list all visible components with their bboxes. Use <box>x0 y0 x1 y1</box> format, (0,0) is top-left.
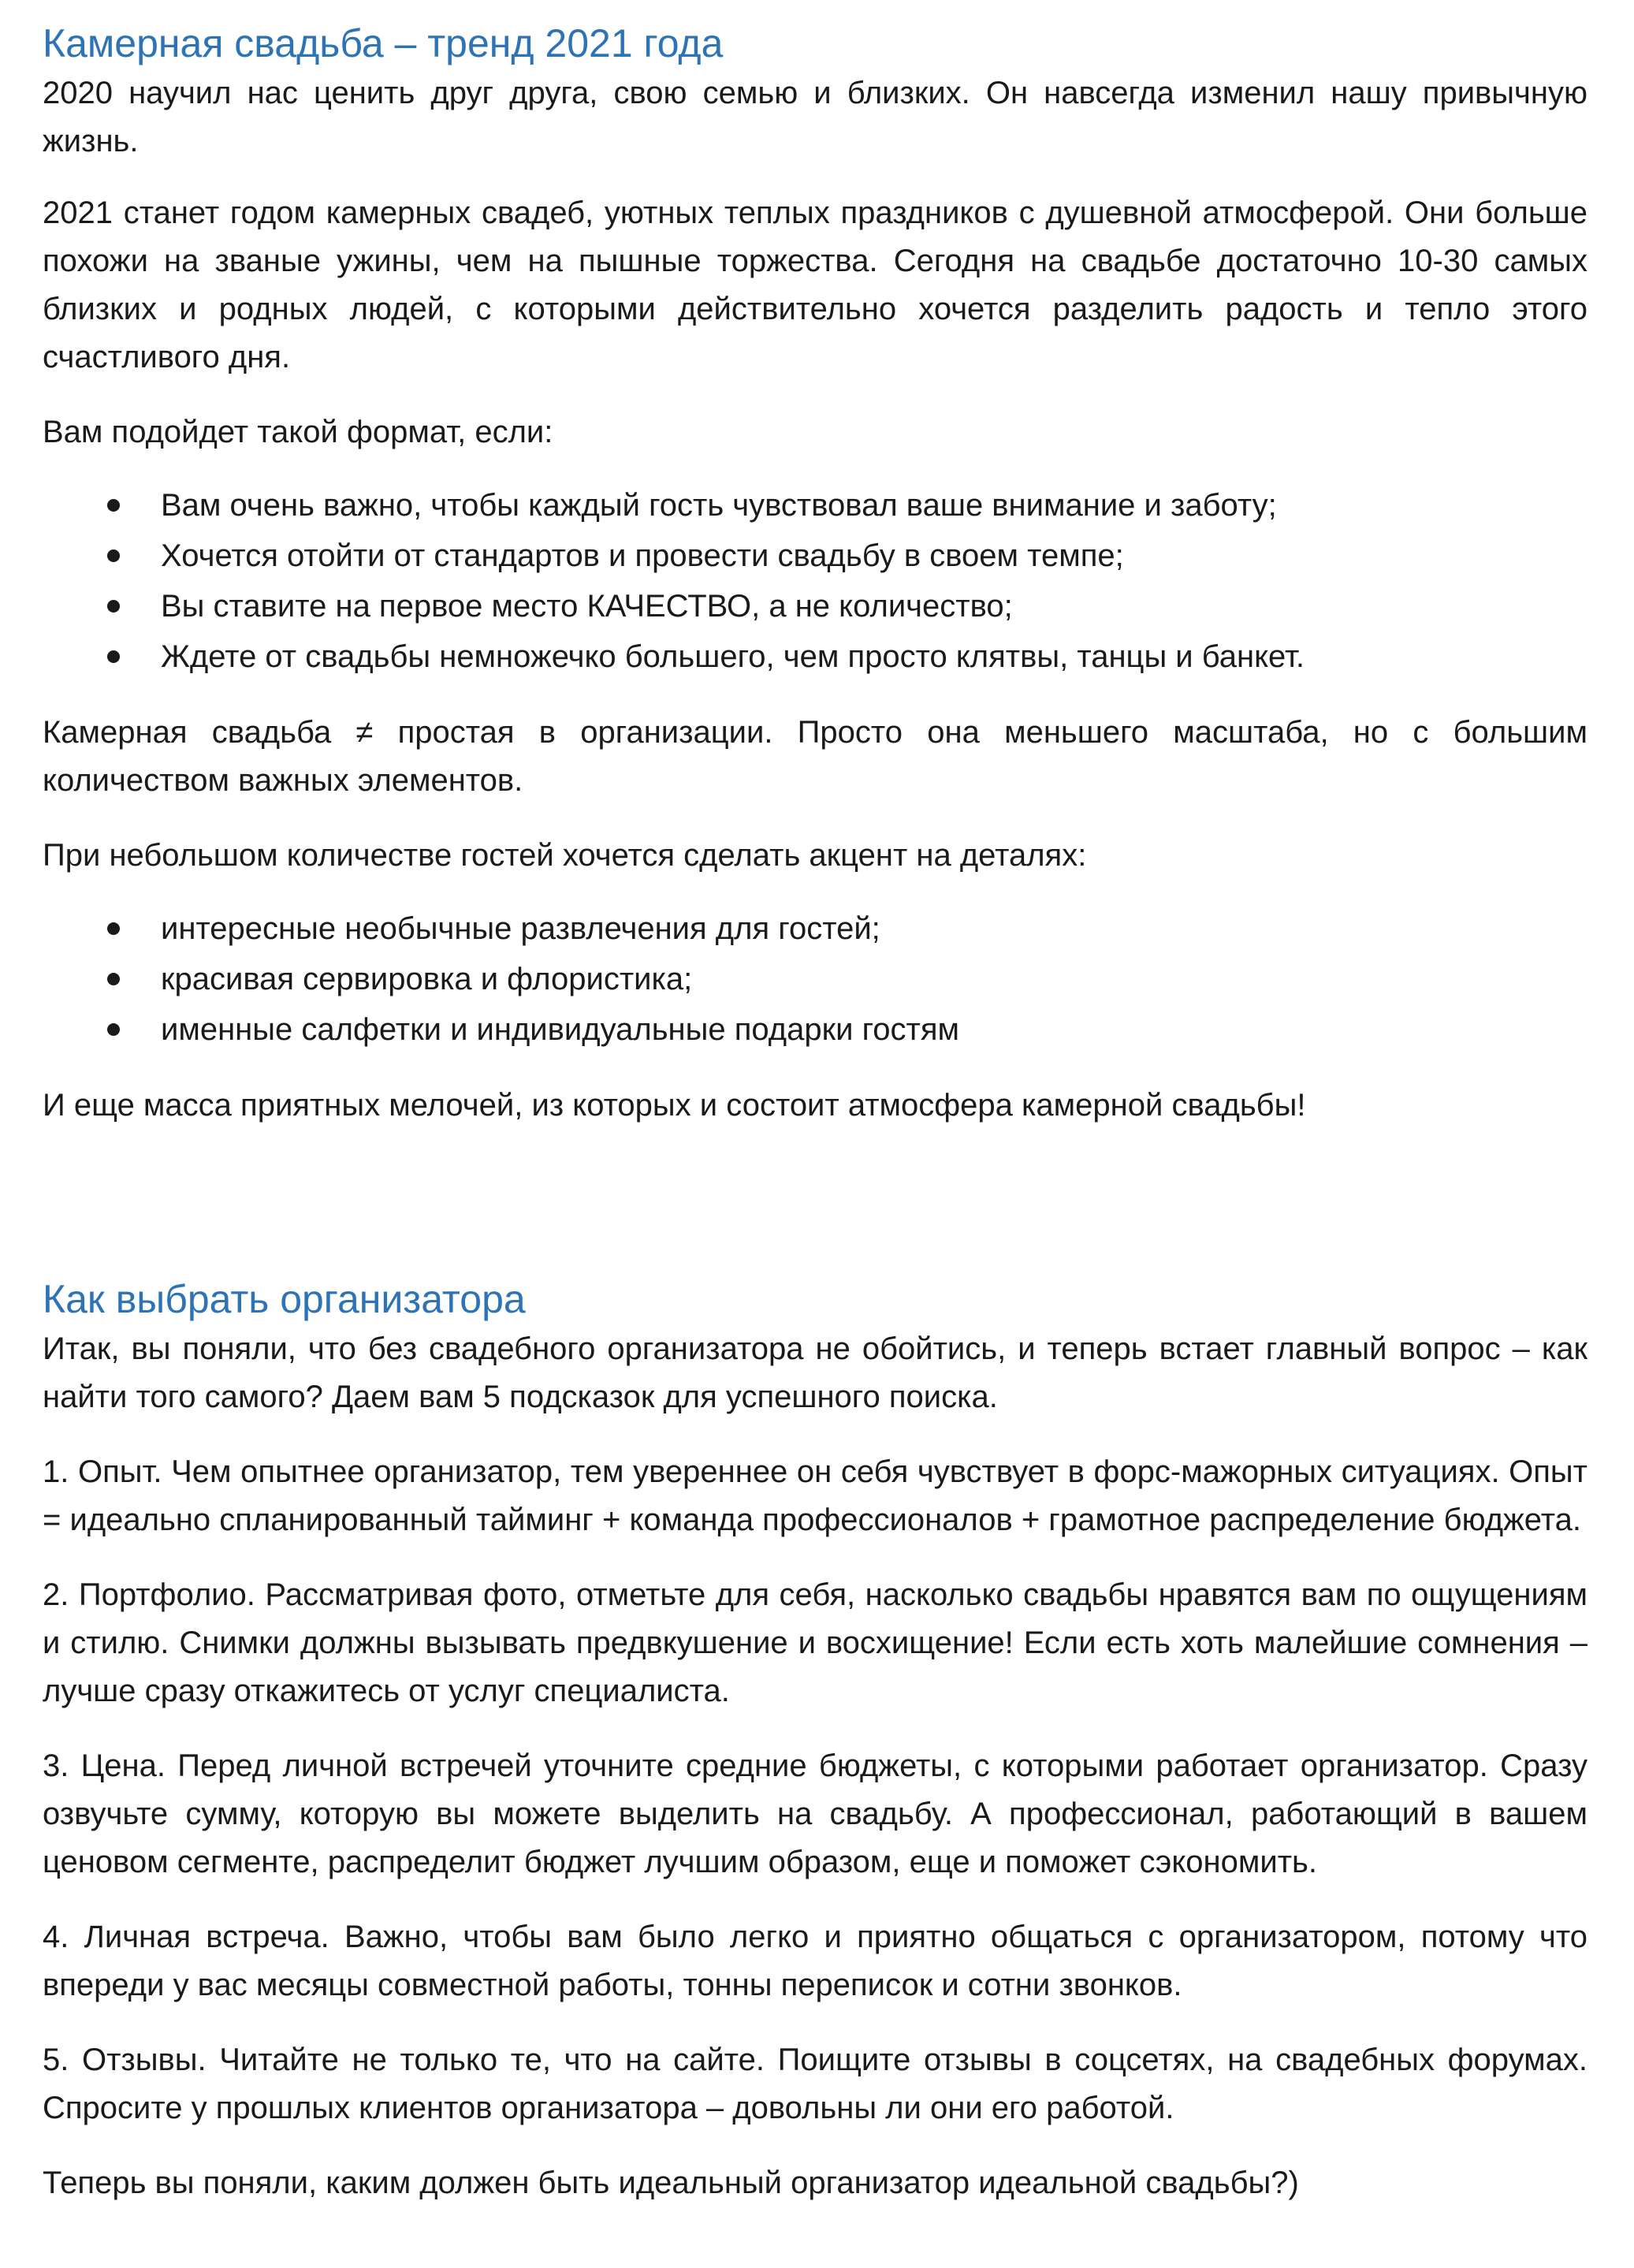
bullet-icon <box>107 922 120 935</box>
list-item <box>43 1004 1587 1055</box>
section1-paragraph-1: 2020 научил нас ценить друг друга, свою семью и близких. Он навсегда изменил нашу привычную жизнь. <box>43 76 1587 158</box>
tip-meeting: 4. Личная встреча. Важно, чтобы вам было легко и приятно общаться с организатором, потому что впереди у вас месяцы совместной работы, тонны переписок и сотни звонков. <box>43 1920 1587 2002</box>
list-item-text: интересные необычные развлечения для гостей; <box>161 911 880 946</box>
bullet-icon <box>107 499 120 512</box>
bullet-icon <box>107 549 120 562</box>
details-list <box>43 903 1587 1055</box>
list-item-text: Хочется отойти от стандартов и провести свадьбу в своем темпе; <box>161 538 1124 573</box>
bullet-icon <box>107 650 120 663</box>
bullet-icon <box>107 973 120 985</box>
section2-heading: Как выбрать организатора <box>43 1277 526 1321</box>
section1-paragraph-5: При небольшом количестве гостей хочется сделать акцент на деталях: <box>43 838 1087 873</box>
list-item <box>43 631 1587 682</box>
list-item-text: Вам очень важно, чтобы каждый гость чувствовал ваше внимание и заботу; <box>161 488 1277 523</box>
tip-experience: 1. Опыт. Чем опытнее организатор, тем увереннее он себя чувствует в форс-мажорных ситуациях. Опыт = идеально спланированный тайминг + команда профессионалов + грамотное распределение бюджета. <box>43 1454 1587 1537</box>
list-item <box>43 903 1587 954</box>
list-item-text: красивая сервировка и флористика; <box>161 962 693 996</box>
list-item <box>43 480 1587 531</box>
section1-paragraph-2: 2021 станет годом камерных свадеб, уютных теплых праздников с душевной атмосферой. Они больше похожи на званые ужины, чем на пышные торжества. Сегодня на свадьбе достаточно 10-30 самых близких и родных людей, с которыми действительно хочется разделить радость и тепло этого счастливого дня. <box>43 196 1587 374</box>
list-item <box>43 531 1587 581</box>
list-item <box>43 954 1587 1004</box>
format-criteria-list <box>43 480 1587 682</box>
section1-heading: Камерная свадьба – тренд 2021 года <box>43 21 724 65</box>
document-page <box>43 17 1587 2234</box>
bullet-icon <box>107 600 120 613</box>
tip-price: 3. Цена. Перед личной встречей уточните средние бюджеты, с которыми работает организатор. Сразу озвучьте сумму, которую вы можете выделить на свадьбу. А профессионал, работающий в вашем ценовом сегменте, распределит бюджет лучшим образом, еще и поможет сэкономить. <box>43 1748 1587 1879</box>
section2-intro: Итак, вы поняли, что без свадебного организатора не обойтись, и теперь встает главный вопрос – как найти того самого? Даем вам 5 подсказок для успешного поиска. <box>43 1331 1587 1414</box>
section2-outro: Теперь вы поняли, каким должен быть идеальный организатор идеальной свадьбы?) <box>43 2166 1299 2200</box>
section-spacer <box>43 1156 1587 1273</box>
tip-reviews: 5. Отзывы. Читайте не только те, что на сайте. Поищите отзывы в соцсетях, на свадебных форумах. Спросите у прошлых клиентов организатора – довольны ли они его работой. <box>43 2043 1587 2125</box>
section1-paragraph-3: Вам подойдет такой формат, если: <box>43 415 553 449</box>
section1-paragraph-4: Камерная свадьба ≠ простая в организации. Просто она меньшего масштаба, но с большим количеством важных элементов. <box>43 715 1587 798</box>
list-item-text: именные салфетки и индивидуальные подарки гостям <box>161 1012 960 1047</box>
bullet-icon <box>107 1023 120 1036</box>
list-item-text: Вы ставите на первое место КАЧЕСТВО, а не количество; <box>161 589 1013 624</box>
list-item-text: Ждете от свадьбы немножечко большего, чем просто клятвы, танцы и банкет. <box>161 639 1305 674</box>
list-item <box>43 581 1587 631</box>
tip-portfolio: 2. Портфолио. Рассматривая фото, отметьте для себя, насколько свадьбы нравятся вам по ощущениям и стилю. Снимки должны вызывать предвкушение и восхищение! Если есть хоть малейшие сомнения – лучше сразу откажитесь от услуг специалиста. <box>43 1577 1587 1708</box>
section1-paragraph-6: И еще масса приятных мелочей, из которых и состоит атмосфера камерной свадьбы! <box>43 1088 1306 1123</box>
